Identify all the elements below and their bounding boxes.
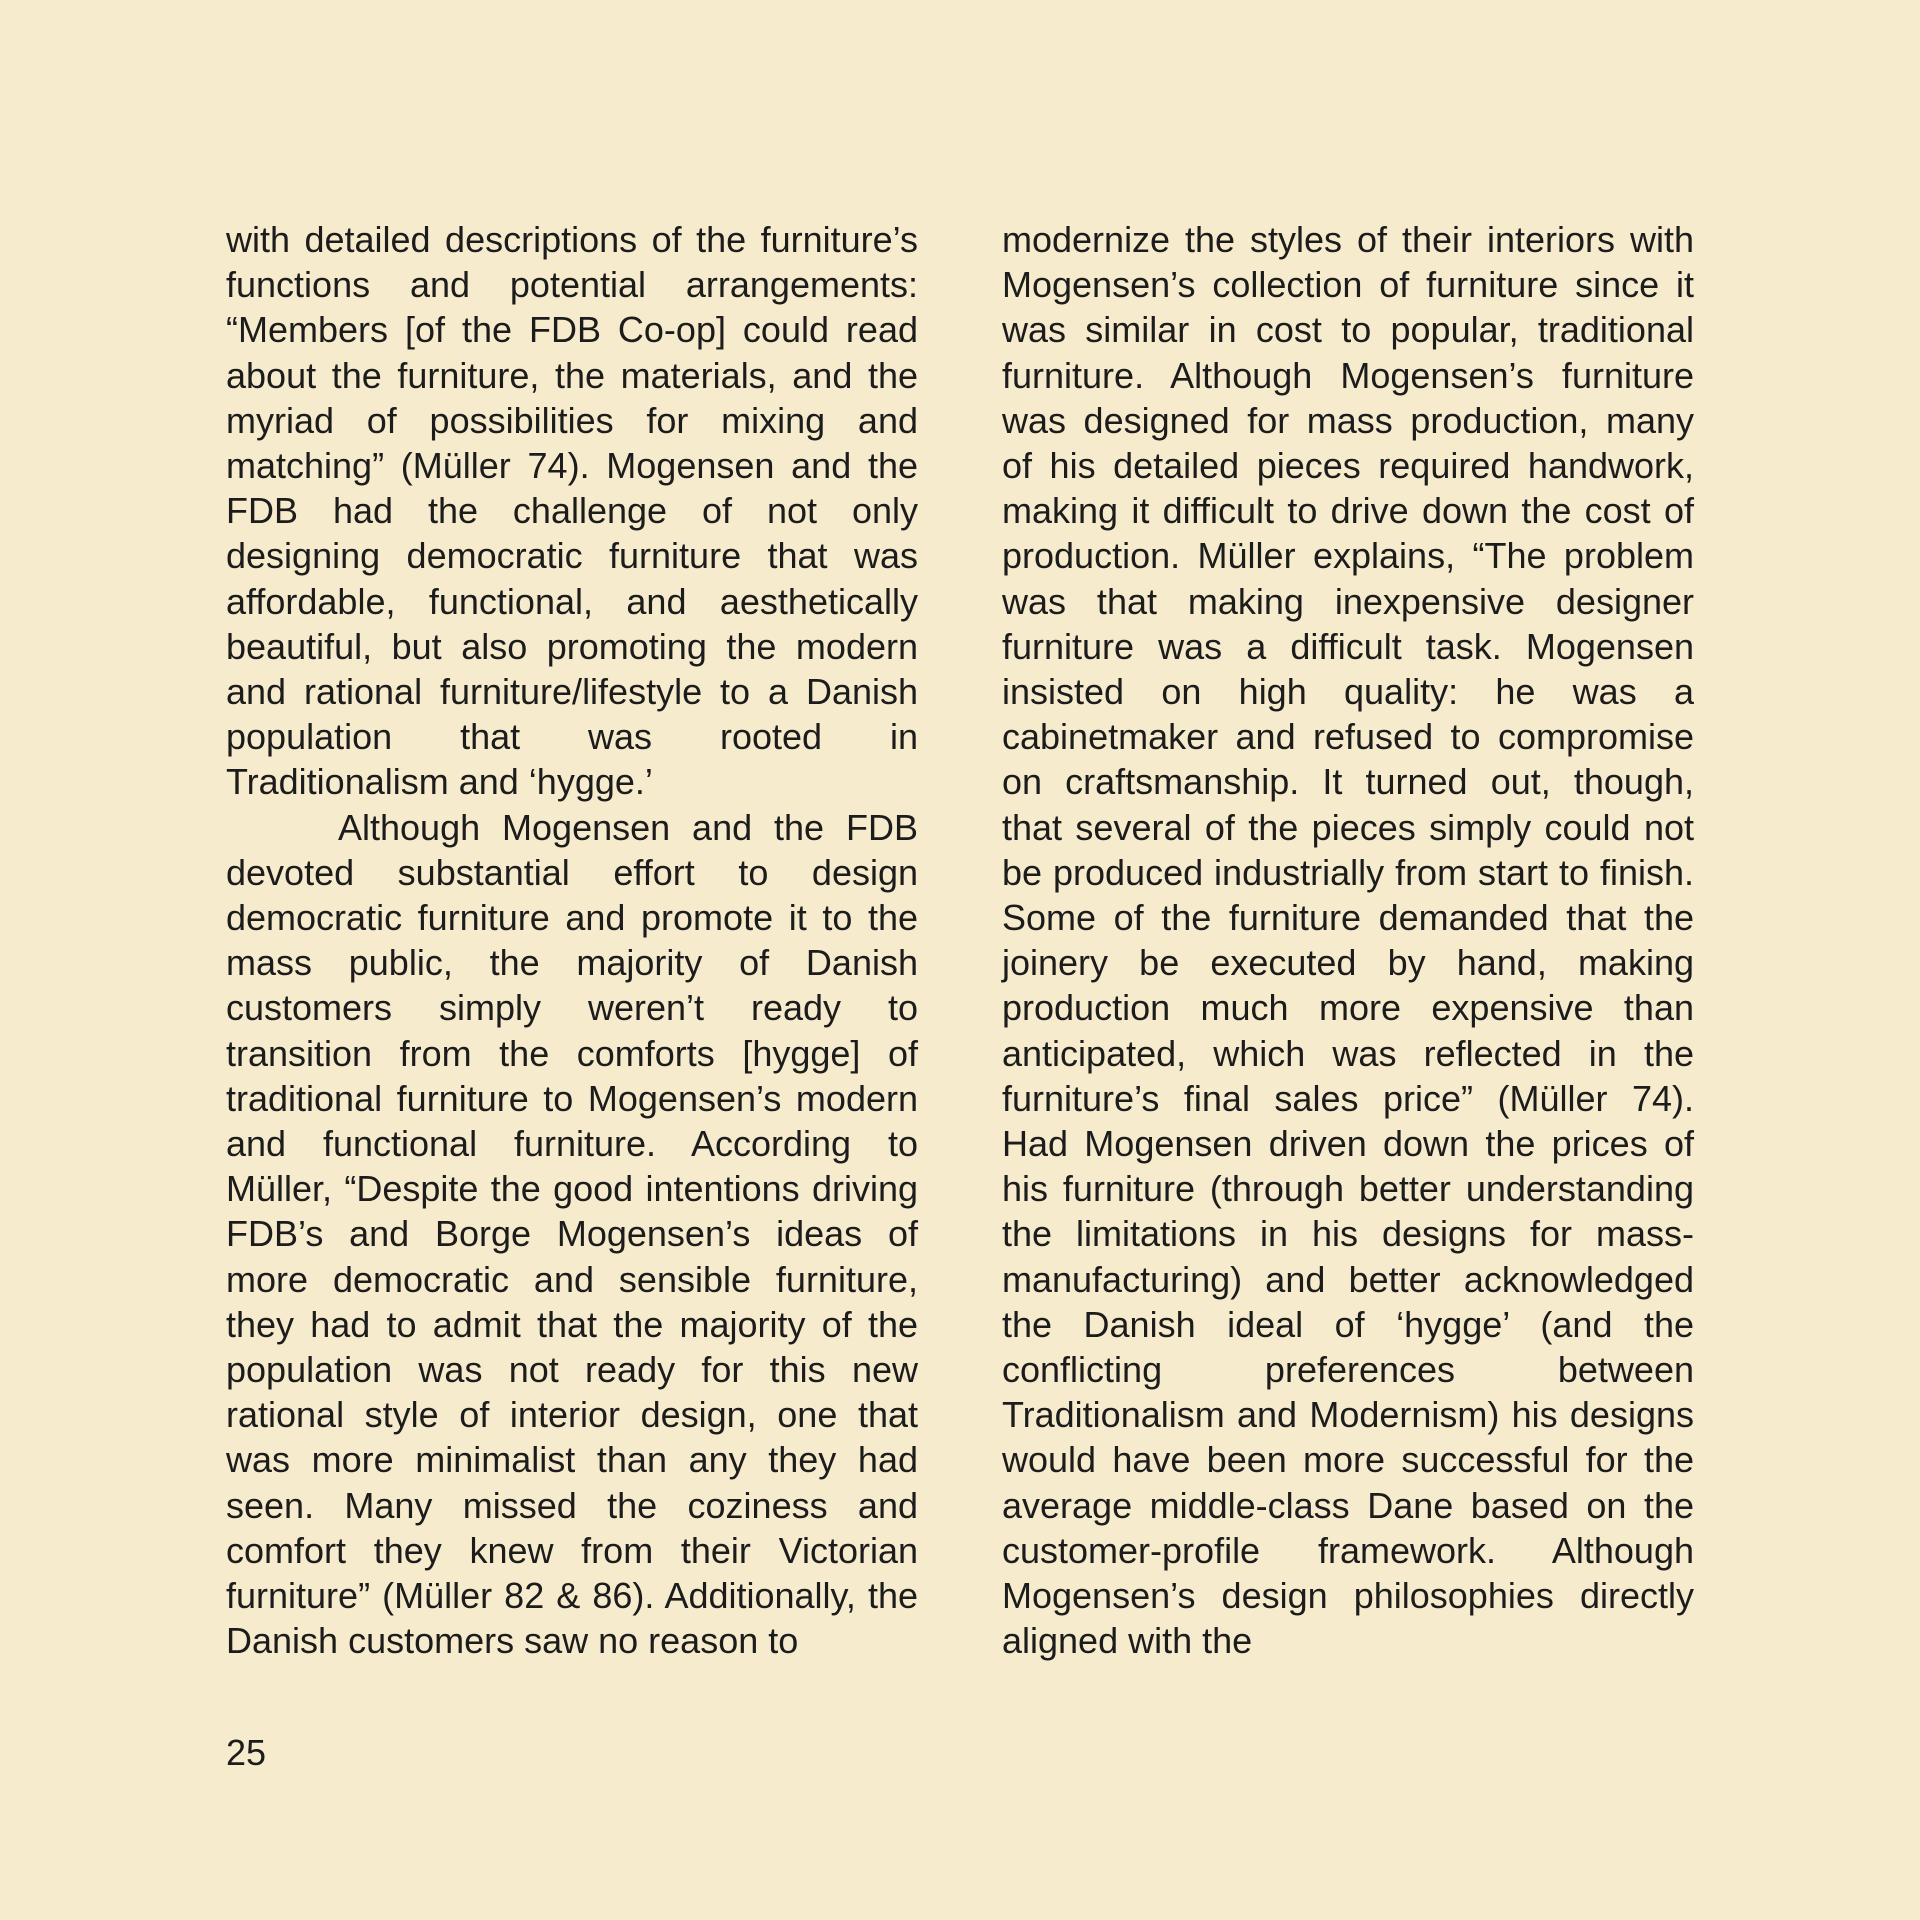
right-text-column — [1002, 217, 1694, 1664]
page-number: 25 — [226, 1732, 267, 1773]
left-paragraph-1: with detailed descriptions of the furniture’s functions and potential arrangements: “Members [of the FDB Co-op] could read about the furniture, the materials, and the myriad of possibilities for mixing and matching” (Müller 74). Mogensen and the FDB had the challenge of not only designing democratic furniture that was affordable, functional, and aesthetically beautiful, but also promoting the modern and rational furniture/lifestyle to a Danish population that was rooted in Traditionalism and ‘hygge.’ — [226, 219, 918, 803]
right-paragraph-1: modernize the styles of their interiors with Mogensen’s collection of furniture since it was similar in cost to popular, traditional furniture. Although Mogensen’s furniture was designed for mass production, many of his detailed pieces required handwork, making it difficult to drive down the cost of production. Müller explains, “The problem was that making inexpensive designer furniture was a difficult task. Mogensen insisted on high quality: he was a cabinetmaker and refused to compromise on craftsmanship. It turned out, though, that several of the pieces simply could not be produced industrially from start to finish. Some of the furniture demanded that the joinery be executed by hand, making production much more expensive than anticipated, which was reflected in the furniture’s final sales price” (Müller 74). Had Mogensen driven down the prices of his furniture (through better understanding the limitations in his designs for mass-manufacturing) and better acknowledged the Danish ideal of ‘hygge’ (and the conflicting preferences between Traditionalism and Modernism) his designs would have been more successful for the average middle-class Dane based on the customer-profile framework. Although Mogensen’s design philosophies directly aligned with the — [1002, 219, 1694, 1662]
left-text-column — [226, 217, 918, 1664]
left-paragraph-2: Although Mogensen and the FDB devoted substantial effort to design democratic furniture and promote it to the mass public, the majority of Danish customers simply weren’t ready to transition from the comforts [hygge] of traditional furniture to Mogensen’s modern and functional furniture. According to Müller, “Despite the good intentions driving FDB’s and Borge Mogensen’s ideas of more democratic and sensible furniture, they had to admit that the majority of the population was not ready for this new rational style of interior design, one that was more minimalist than any they had seen. Many missed the coziness and comfort they knew from their Victorian furniture” (Müller 82 & 86). Additionally, the Danish customers saw no reason to — [226, 806, 918, 1662]
